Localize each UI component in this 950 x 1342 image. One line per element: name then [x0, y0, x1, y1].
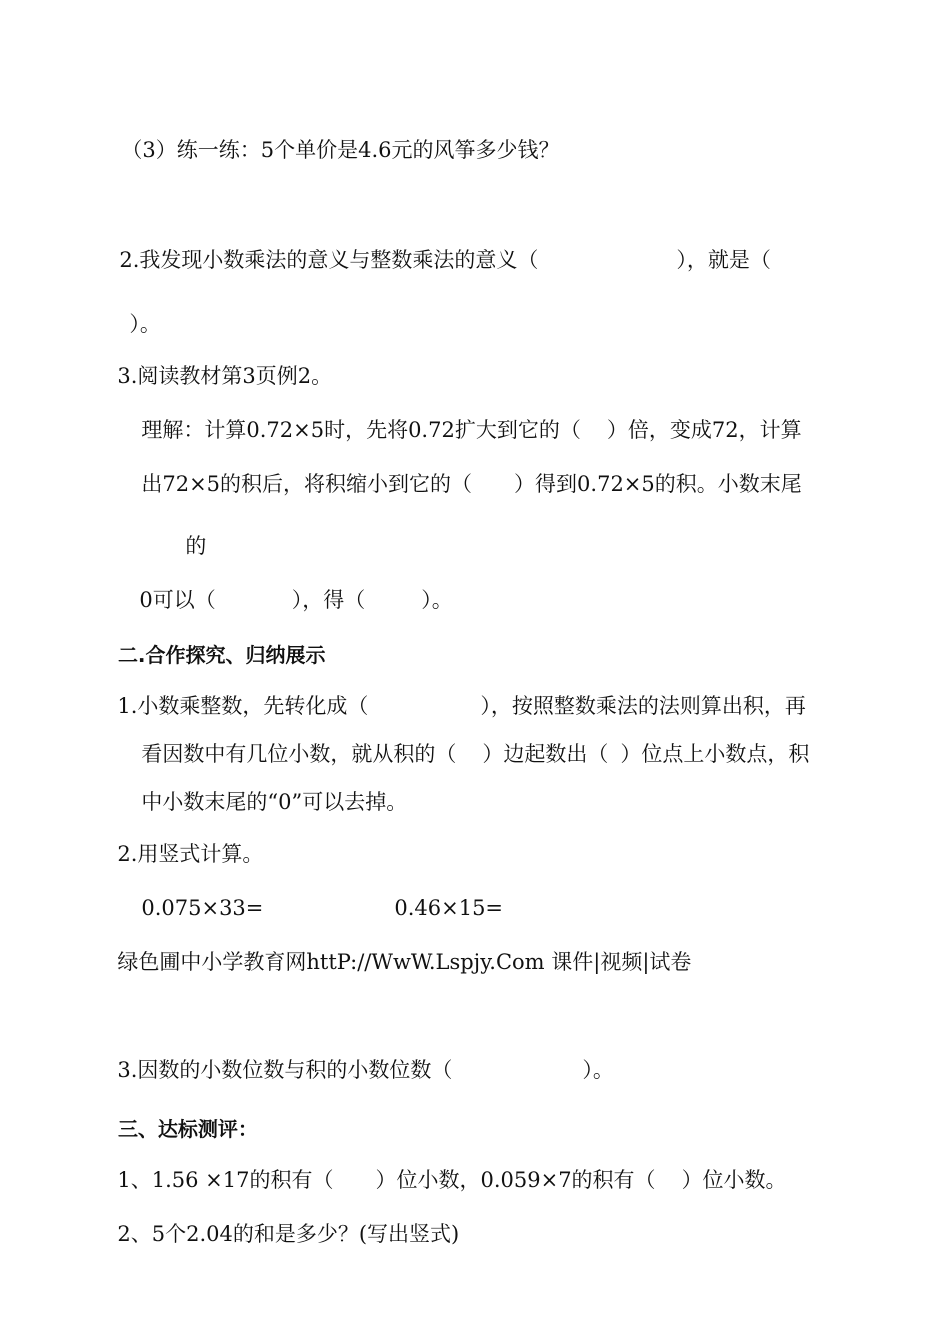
calc-problem-2: 0.46×15= [394, 896, 504, 920]
vertical-calc-instruction: 2.用竖式计算。 [117, 842, 264, 866]
meaning-statement-end: ）。 [129, 312, 161, 336]
decimal-places-statement: 3.因数的小数位数与积的小数位数（ ）。 [117, 1058, 614, 1082]
website-footer: 绿色圃中小学教育网httP://WwW.Lspjy.Com 课件|视频|试卷 [117, 950, 692, 974]
understanding-line-2: 出72×5的积后，将积缩小到它的（ ）得到0.72×5的积。小数末尾 [141, 472, 802, 496]
calc-problem-1: 0.075×33= [141, 896, 264, 920]
multiply-rule-line-1: 1.小数乘整数，先转化成（ ），按照整数乘法的法则算出积，再 [117, 694, 806, 718]
assessment-question-2: 2、5个2.04的和是多少？(写出竖式) [117, 1222, 460, 1246]
understanding-line-1: 理解：计算0.72×5时，先将0.72扩大到它的（ ）倍，变成72，计算 [141, 418, 802, 442]
multiply-rule-line-2: 看因数中有几位小数，就从积的（ ）边起数出（ ）位点上小数点，积 [141, 742, 810, 766]
reading-instruction: 3.阅读教材第3页例2。 [117, 364, 333, 388]
practice-question-3: （3）练一练：5个单价是4.6元的风筝多少钱？ [121, 138, 560, 162]
understanding-line-3: 的 [185, 534, 207, 558]
understanding-line-4: 0可以（ ），得（ ）。 [139, 588, 453, 612]
meaning-statement: 2.我发现小数乘法的意义与整数乘法的意义（ ），就是（ [119, 248, 771, 272]
section-heading-3: 三、达标测评： [117, 1117, 258, 1141]
multiply-rule-line-3: 中小数末尾的“0”可以去掉。 [141, 790, 408, 814]
section-heading-2: 二.合作探究、归纳展示 [117, 643, 326, 667]
assessment-question-1: 1、1.56 ×17的积有（ ）位小数，0.059×7的积有（ ）位小数。 [117, 1168, 787, 1192]
